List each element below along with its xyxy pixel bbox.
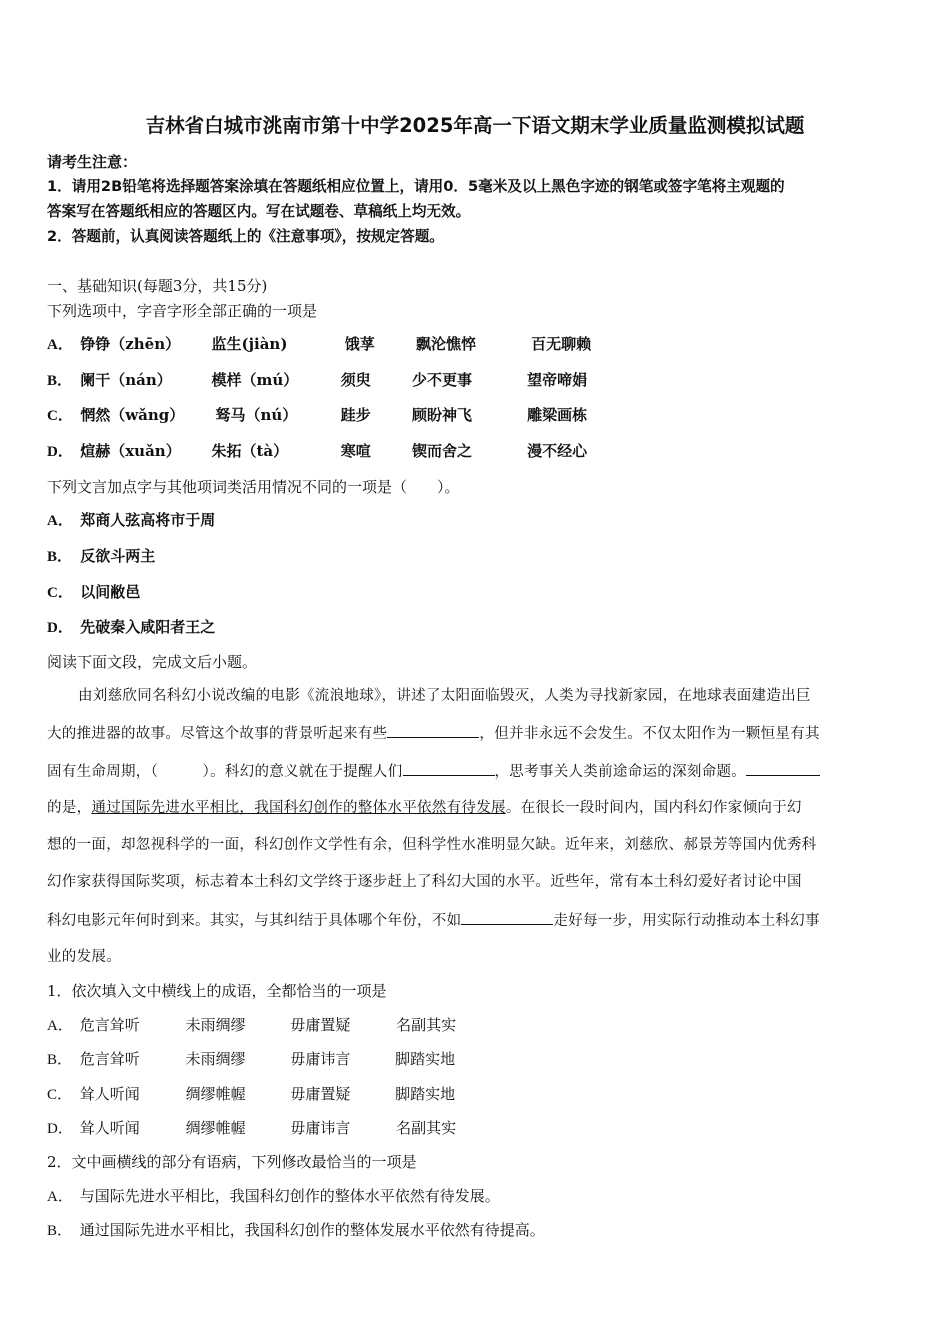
option-item: 脚踏实地 [395,1085,456,1103]
option-item: 锲而舍之 [411,442,472,460]
q1-option-a [47,334,591,355]
fill-blank-1 [387,723,479,738]
option-item: 未雨绸缪 [185,1050,246,1068]
option-text: 郑商人弦高将市于周 [80,511,216,529]
passage-line-5: 想的一面，却忽视科学的一面，科幻创作文学性有余，但科学性水准明显欠缺。近年来，刘慈欣、郝景芳等国内优秀科 [47,837,817,853]
q2-option-d [47,617,215,638]
sub1-option-a [47,1015,456,1036]
option-item: 毋庸置疑 [290,1085,351,1103]
passage-text: 走好每一步，用实际行动推动本土科幻事 [553,913,820,929]
q2-option-c [47,582,140,603]
option-label: B． [47,1223,73,1239]
option-label: B． [47,373,73,389]
option-item: 模样（mú） [211,371,299,389]
option-label: D． [47,444,73,460]
option-item: 须臾 [340,371,371,389]
q1-option-b [47,370,587,391]
option-item: 危言耸听 [79,1050,140,1068]
passage-line-6: 幻作家获得国际奖项，标志着本土科幻文学终于逐步赶上了科幻大国的水平。近些年，常有本土科幻爱好者讨论中国 [47,874,802,890]
option-item: 毋庸讳言 [290,1050,351,1068]
passage-text: ，但并非永远不会发生。不仅太阳作为一颗恒星有其 [479,726,820,742]
option-item: 未雨绸缪 [185,1016,246,1034]
option-item: 毋庸置疑 [290,1016,351,1034]
option-item: 危言耸听 [79,1016,140,1034]
question-1-stem: 下列选项中，字音字形全部正确的一项是 [47,302,318,320]
option-item: 铮铮（zhēn） [80,335,181,353]
passage-text: ，思考事关人类前途命运的深刻命题。 [494,764,747,780]
option-item: 绸缪帷幄 [185,1119,246,1137]
reading-intro: 阅读下面文段，完成文后小题。 [47,653,258,671]
option-item: 望帝啼娟 [527,371,588,389]
notice-item-1-line-1: 1．请用2B铅笔将选择题答案涂填在答题纸相应位置上，请用0．5毫米及以上黑色字迹的钢笔或签字笔将主观题的 [47,178,785,195]
option-label: A． [47,337,73,353]
q2-option-b [47,546,155,567]
option-text: 反欲斗两主 [80,547,156,565]
q1-option-d [47,441,587,462]
option-item: 毋庸讳言 [290,1119,351,1137]
passage-text: 。在很长一段时间内，国内科幻作家倾向于幻 [505,800,802,816]
q1-option-c [47,405,587,426]
option-text: 通过国际先进水平相比，我国科幻创作的整体发展水平依然有待提高。 [79,1221,545,1239]
passage-line-4 [47,798,802,818]
option-item: 耸人听闻 [79,1085,140,1103]
option-item: 少不更事 [411,371,472,389]
option-text: 以间敝邑 [80,583,141,601]
option-item: 朱拓（tà） [211,442,289,460]
option-item: 惘然（wǎng） [80,406,185,424]
q2-option-a [47,510,215,531]
passage-text: 科幻电影元年何时到来。其实，与其纠结于具体哪个年份，不如 [47,913,462,929]
option-item: 顾盼神飞 [411,406,472,424]
passage-line-2 [47,723,820,744]
section-heading: 一、基础知识(每题3分，共15分) [47,277,268,295]
sub2-option-a [47,1186,500,1207]
option-item: 脚踏实地 [395,1050,456,1068]
option-label: C． [47,1087,73,1103]
passage-line-7 [47,910,820,931]
option-label: D． [47,620,73,636]
option-item: 漫不经心 [527,442,588,460]
option-item: 名副其实 [396,1119,457,1137]
passage-line-8: 业的发展。 [47,949,121,965]
question-2-stem: 下列文言加点字与其他项词类活用情况不同的一项是（ ）。 [47,478,460,496]
option-item: 雕梁画栋 [527,406,588,424]
notice-item-2: 2．答题前，认真阅读答题纸上的《注意事项》，按规定答题。 [47,228,444,245]
option-label: B． [47,549,73,565]
underlined-sentence: 通过国际先进水平相比，我国科幻创作的整体水平依然有待发展 [91,800,506,816]
notice-heading: 请考生注意： [47,153,138,171]
option-text: 与国际先进水平相比，我国科幻创作的整体水平依然有待发展。 [79,1187,500,1205]
option-item: 饿莩 [344,335,375,353]
option-item: 阑干（nán） [80,371,172,389]
option-label: B． [47,1052,73,1068]
fill-blank-3 [746,761,820,776]
option-item: 驽马（nú） [215,406,298,424]
passage-line-1: 由刘慈欣同名科幻小说改编的电影《流浪地球》，讲述了太阳面临毁灭，人类为寻找新家园，在地球表面建造出巨 [78,688,811,704]
option-item: 百无聊赖 [531,335,592,353]
sub1-option-d [47,1118,456,1139]
option-item: 监生(jiàn) [211,335,288,353]
option-item: 耸人听闻 [79,1119,140,1137]
notice-item-1-line-2: 答案写在答题纸相应的答题区内。写在试题卷、草稿纸上均无效。 [47,203,471,220]
option-item: 寒喧 [340,442,371,460]
sub-question-2-stem: 2．文中画横线的部分有语病，下列修改最恰当的一项是 [47,1153,417,1171]
option-label: C． [47,408,73,424]
option-item: 绸缪帷幄 [185,1085,246,1103]
option-label: D． [47,1121,73,1137]
sub1-option-c [47,1084,455,1105]
option-item: 煊赫（xuǎn） [80,442,181,460]
option-item: 跬步 [340,406,371,424]
option-label: A． [47,1018,73,1034]
option-item: 飘沦憔悴 [415,335,476,353]
option-label: A． [47,513,73,529]
passage-line-3 [47,761,820,782]
passage-text: 的是， [47,800,92,816]
option-item: 名副其实 [396,1016,457,1034]
option-label: A． [47,1189,73,1205]
fill-blank-2 [403,761,495,776]
sub1-option-b [47,1049,455,1070]
sub-question-1-stem: 1．依次填入文中横线上的成语，全都恰当的一项是 [47,982,387,1000]
sub2-option-b [47,1220,545,1241]
option-label: C． [47,585,73,601]
page-title: 吉林省白城市洮南市第十中学2025年高一下语文期末学业质量监测模拟试题 [145,114,805,137]
passage-text: 固有生命周期，（ ）。科幻的意义就在于提醒人们 [47,764,403,780]
option-text: 先破秦入咸阳者王之 [80,618,216,636]
passage-text: 大的推进器的故事。尽管这个故事的背景听起来有些 [47,726,388,742]
fill-blank-4 [461,910,553,925]
